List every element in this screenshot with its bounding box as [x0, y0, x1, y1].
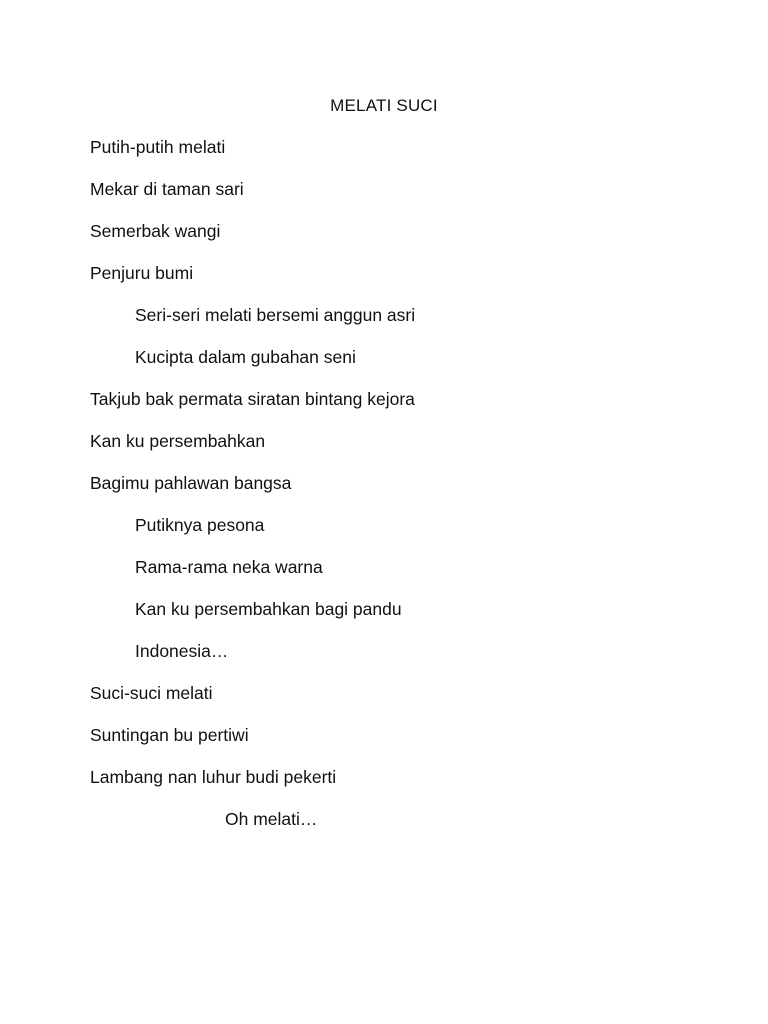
poem-line: Indonesia…: [135, 641, 229, 661]
poem-line: Putiknya pesona: [135, 515, 265, 535]
poem-line: Kan ku persembahkan: [90, 431, 266, 451]
poem-body: [90, 136, 730, 850]
poem-line: Bagimu pahlawan bangsa: [90, 473, 292, 493]
poem-line: Putih-putih melati: [90, 137, 226, 157]
poem-line: Kan ku persembahkan bagi pandu: [135, 599, 402, 619]
poem-line: Semerbak wangi: [90, 221, 221, 241]
poem-line: Lambang nan luhur budi pekerti: [90, 767, 337, 787]
poem-line: Rama-rama neka warna: [135, 557, 323, 577]
poem-line: Kucipta dalam gubahan seni: [135, 347, 356, 367]
poem-line: Penjuru bumi: [90, 263, 194, 283]
poem-line: Oh melati…: [225, 809, 318, 829]
poem-line: Suci-suci melati: [90, 683, 213, 703]
poem-title: MELATI SUCI: [330, 96, 438, 115]
poem-line: Suntingan bu pertiwi: [90, 725, 249, 745]
poem-line: Seri-seri melati bersemi anggun asri: [135, 305, 416, 325]
poem-line: Mekar di taman sari: [90, 179, 244, 199]
poem-line: Takjub bak permata siratan bintang kejora: [90, 389, 415, 409]
